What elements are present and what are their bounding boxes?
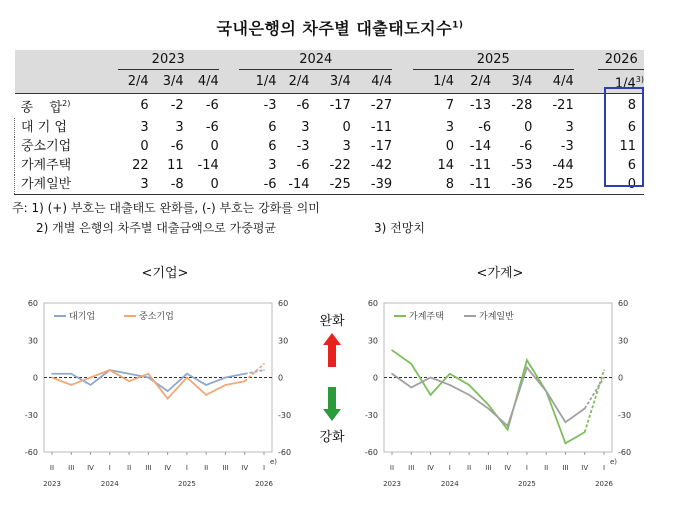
table-cell: -8	[149, 175, 184, 195]
y-tick-right: 0	[618, 373, 624, 383]
x-forecast-sup: e)	[610, 458, 618, 466]
gap-cell	[392, 50, 413, 70]
quarter-header	[277, 70, 310, 94]
legend-label: 가계일반	[479, 312, 514, 322]
data-point	[603, 369, 605, 371]
household-chart	[340, 290, 640, 495]
data-point	[526, 367, 528, 369]
table-cell: -6	[205, 98, 219, 114]
table-cell: 14	[437, 157, 455, 173]
quarter-label: 1/4	[433, 74, 455, 90]
quarter-header	[413, 70, 454, 94]
gap-cell	[392, 118, 413, 137]
table-cell: -3	[263, 98, 277, 114]
legend-label: 가계주택	[409, 312, 444, 322]
data-point	[167, 390, 169, 392]
legend-label: 대기업	[69, 312, 96, 322]
table-cell: 3	[445, 119, 455, 135]
data-point	[186, 377, 188, 379]
row-label	[15, 175, 118, 195]
data-point	[391, 349, 393, 351]
legend-label: 중소기업	[139, 312, 174, 322]
table-cell: 11	[167, 157, 184, 173]
quarter-header	[310, 70, 351, 94]
x-tick-label: III	[408, 464, 415, 472]
footnote-2: 2) 개별 은행의 차주별 대출금액으로 가중평균	[36, 221, 277, 235]
y-tick-left: 0	[32, 373, 38, 383]
x-tick-label: I	[185, 464, 188, 472]
y-tick-right: 60	[278, 299, 289, 308]
series-line-0	[392, 350, 585, 443]
table-cell: 3	[268, 157, 277, 173]
y-tick-right: 30	[278, 336, 289, 346]
table-cell: -21	[552, 98, 574, 114]
table-cell: -53	[511, 157, 533, 173]
gap-cell	[15, 70, 118, 94]
data-point	[488, 404, 490, 406]
table-cell: -17	[370, 138, 393, 154]
quarter-header	[491, 70, 532, 94]
row-label-text: 종 합	[20, 100, 63, 116]
x-tick-label: IV	[427, 464, 434, 472]
table-cell: 0	[524, 119, 533, 135]
y-tick-left: -30	[24, 410, 38, 420]
x-tick-label: III	[485, 464, 492, 472]
x-tick-label: I	[448, 464, 451, 472]
data-point	[225, 384, 227, 386]
data-point	[51, 373, 53, 375]
data-point	[148, 373, 150, 375]
table-row	[15, 156, 645, 175]
y-tick-left: 60	[27, 299, 38, 308]
x-forecast-sup: e)	[270, 458, 278, 466]
quarter-header	[149, 70, 184, 94]
row-label-text: 중소기업	[21, 138, 72, 154]
table-cell: -6	[478, 119, 492, 135]
y-tick-right: -60	[618, 448, 632, 457]
table-row	[15, 137, 645, 156]
tighten-label: 강화	[319, 430, 345, 445]
y-tick-left: 0	[372, 373, 378, 383]
data-point	[468, 384, 470, 386]
gap-cell	[219, 94, 240, 118]
quarter-label: 4/4	[371, 74, 393, 90]
footnote-3: 3) 전망치	[374, 221, 425, 235]
table-cell: 8	[627, 98, 636, 114]
x-year-label: 2025	[517, 480, 536, 488]
footnote-1: 주: 1) (+) 부호는 대출태도 완화를, (-) 부호는 강화를 의미	[12, 201, 320, 215]
gap-cell	[219, 50, 240, 70]
corner-cell	[15, 50, 118, 70]
x-year-label: 2026	[595, 480, 613, 488]
x-tick-label: IV	[581, 464, 589, 472]
data-point	[584, 431, 586, 433]
x-tick-label: II	[467, 464, 472, 472]
gap-cell	[392, 137, 413, 156]
table-cell: 6	[627, 157, 636, 173]
table-cell: 6	[140, 98, 149, 114]
quarter-label: 4/4	[197, 74, 219, 90]
gap-cell	[574, 175, 599, 195]
data-point	[128, 373, 130, 375]
table-cell: -6	[239, 175, 276, 195]
table-cell: -17	[329, 98, 351, 114]
gap-cell	[219, 156, 240, 175]
gap-cell	[574, 94, 599, 118]
table-cell: 6	[627, 119, 636, 135]
row-label	[15, 137, 118, 156]
year-2025: 2025	[413, 50, 574, 70]
x-year-label: 2024	[440, 480, 459, 488]
table-cell: 8	[413, 175, 454, 195]
y-tick-right: 30	[618, 336, 629, 346]
table-cell: 3	[140, 119, 149, 135]
data-point	[244, 380, 246, 382]
data-point	[70, 384, 72, 386]
gap-cell	[392, 94, 413, 118]
quarter-label: 2/4	[288, 74, 310, 90]
data-point	[565, 443, 567, 445]
quarter-label: 4/4	[552, 74, 574, 90]
table-cell: -22	[329, 157, 351, 173]
table-cell: -42	[370, 157, 393, 173]
y-tick-right: -30	[618, 410, 632, 420]
quarter-header	[239, 70, 276, 94]
data-point	[391, 373, 393, 375]
y-tick-right: -30	[278, 410, 292, 420]
data-point	[430, 394, 432, 396]
data-point	[584, 408, 586, 410]
table-cell: -13	[469, 98, 492, 114]
data-point	[603, 377, 605, 379]
y-tick-right: -60	[278, 448, 292, 457]
x-year-label: 2023	[43, 480, 61, 488]
x-tick-label: I	[602, 464, 606, 472]
plot-frame	[384, 303, 612, 452]
data-point	[410, 363, 412, 365]
forecast-sup: 3)	[635, 75, 644, 84]
gap-cell	[219, 118, 240, 137]
data-point	[449, 373, 451, 375]
quarter-label: 1/4	[255, 74, 277, 90]
table-cell: 6	[268, 119, 277, 135]
x-tick-label: IV	[504, 464, 512, 472]
y-tick-left: 30	[367, 336, 378, 346]
table-cell: -36	[491, 175, 532, 195]
quarter-header	[351, 70, 392, 94]
table-cell: 0	[445, 138, 455, 154]
row-label	[15, 118, 118, 137]
data-point	[507, 429, 509, 431]
table-cell: -6	[205, 119, 219, 135]
x-tick-label: III	[562, 464, 569, 472]
table-cell: 0	[210, 138, 219, 154]
table-cell: 7	[445, 98, 455, 114]
gap-cell	[219, 70, 240, 94]
data-point	[410, 387, 412, 389]
table-cell: -6	[519, 138, 533, 154]
table-cell: -6	[296, 157, 310, 173]
table-cell: -11	[454, 175, 491, 195]
x-year-label: 2023	[383, 480, 401, 488]
table-cell: 0	[342, 119, 351, 135]
table-cell: 22	[132, 157, 149, 173]
gap-cell	[219, 175, 240, 195]
data-point	[148, 377, 150, 379]
table-row	[15, 118, 645, 137]
table-cell: -25	[532, 175, 573, 195]
x-tick-label: III	[68, 464, 75, 472]
table-cell: -6	[296, 98, 310, 114]
table-cell: -6	[170, 138, 184, 154]
data-point	[51, 377, 53, 379]
data-point	[205, 384, 207, 386]
year-header-row	[15, 50, 645, 70]
gap-cell	[574, 50, 599, 70]
direction-arrows	[304, 305, 364, 445]
data-point	[449, 384, 451, 386]
corp-chart-title: <기업>	[141, 266, 189, 281]
data-point	[244, 373, 246, 375]
y-tick-right: 60	[618, 299, 629, 308]
x-tick-label: II	[127, 464, 132, 472]
row-label-text: 가계주택	[21, 157, 72, 173]
x-tick-label: I	[108, 464, 111, 472]
table-cell: -11	[469, 157, 492, 173]
data-point	[263, 363, 265, 365]
gap-cell	[574, 156, 599, 175]
table-cell: -3	[296, 138, 310, 154]
table-cell: -14	[277, 175, 310, 195]
table-row	[15, 94, 645, 118]
x-tick-label: IV	[241, 464, 249, 472]
table-cell: -25	[310, 175, 351, 195]
x-tick-label: II	[544, 464, 549, 472]
x-year-label: 2024	[100, 480, 119, 488]
data-point	[186, 373, 188, 375]
series-forecast-1	[585, 378, 604, 409]
quarter-header	[184, 70, 219, 94]
row-label	[15, 94, 118, 118]
gap-cell	[219, 137, 240, 156]
data-point	[167, 398, 169, 400]
table-cell: -14	[469, 138, 492, 154]
data-point	[90, 377, 92, 379]
data-point	[545, 390, 547, 392]
up-arrow-icon	[323, 333, 341, 367]
year-2026: 2026	[598, 50, 644, 70]
y-tick-left: -30	[364, 410, 378, 420]
data-point	[468, 394, 470, 396]
x-tick-label: IV	[164, 464, 172, 472]
table-cell: -11	[370, 119, 393, 135]
table-cell: 3	[565, 119, 574, 135]
x-tick-label: I	[525, 464, 528, 472]
x-tick-label: III	[222, 464, 229, 472]
table-cell: -39	[351, 175, 392, 195]
data-point	[526, 359, 528, 361]
quarter-header	[532, 70, 573, 94]
table-cell: -2	[170, 98, 184, 114]
data-point	[565, 421, 567, 423]
y-tick-left: 30	[27, 336, 38, 346]
x-tick-label: IV	[87, 464, 94, 472]
data-point	[90, 384, 92, 386]
data-point	[430, 377, 432, 379]
y-tick-right: 0	[278, 373, 284, 383]
x-tick-label: II	[49, 464, 55, 472]
year-2024: 2024	[239, 50, 392, 70]
quarter-label: 2/4	[470, 74, 492, 90]
table-cell: 0	[184, 175, 219, 195]
down-arrow-icon	[323, 387, 341, 421]
table-cell: 3	[175, 119, 184, 135]
data-point	[507, 425, 509, 427]
data-point	[225, 377, 227, 379]
row-label-text: 가계일반	[21, 176, 72, 192]
corp-chart	[0, 290, 300, 495]
row-sup: 2)	[62, 99, 71, 109]
table-cell: 11	[619, 138, 636, 154]
data-point	[263, 369, 265, 371]
x-tick-label: II	[389, 464, 395, 472]
gap-cell	[392, 70, 413, 94]
quarter-header-row	[15, 70, 645, 94]
x-tick-label: I	[262, 464, 266, 472]
data-point	[488, 408, 490, 410]
table-row	[15, 175, 645, 195]
table-cell: -27	[370, 98, 393, 114]
x-tick-label: II	[204, 464, 209, 472]
y-tick-left: -60	[364, 448, 378, 457]
table-cell: -44	[552, 157, 574, 173]
quarter-label: 3/4	[511, 74, 533, 90]
x-tick-label: III	[145, 464, 152, 472]
row-label	[15, 156, 118, 175]
gap-cell	[574, 118, 599, 137]
gap-cell	[392, 156, 413, 175]
table-cell: -28	[511, 98, 533, 114]
y-tick-left: 60	[367, 299, 378, 308]
quarter-label: 3/4	[162, 74, 184, 90]
forecast-highlight-box	[604, 87, 644, 187]
household-chart-title: <가계>	[476, 266, 524, 281]
table-cell: -14	[197, 157, 219, 173]
series-forecast-1	[245, 364, 264, 381]
table-cell: 3	[342, 138, 351, 154]
x-year-label: 2025	[177, 480, 196, 488]
quarter-label: 3/4	[329, 74, 351, 90]
data-point	[70, 373, 72, 375]
year-2023: 2023	[118, 50, 219, 70]
table-cell: 6	[268, 138, 277, 154]
table-cell: -3	[560, 138, 574, 154]
quarter-header	[118, 70, 149, 94]
data-point	[205, 394, 207, 396]
quarter-label: 1/4	[614, 76, 636, 92]
data-point	[109, 369, 111, 371]
table-cell: 3	[118, 175, 149, 195]
table-cell: 3	[301, 119, 310, 135]
quarter-header	[454, 70, 491, 94]
page-title: 국내은행의 차주별 대출태도지수$^{1)}$	[216, 19, 464, 38]
x-year-label: 2026	[255, 480, 273, 488]
data-point	[128, 380, 130, 382]
quarter-label: 2/4	[127, 74, 149, 90]
row-label-text: 대 기 업	[21, 119, 67, 135]
gap-cell	[392, 175, 413, 195]
ease-label: 완화	[319, 314, 345, 329]
table-cell: 0	[598, 175, 644, 195]
y-tick-left: -60	[24, 448, 38, 457]
series-forecast-0	[585, 370, 604, 432]
gap-cell	[574, 70, 599, 94]
gap-cell	[574, 137, 599, 156]
loan-attitude-table	[14, 50, 644, 195]
table-cell: 0	[140, 138, 149, 154]
